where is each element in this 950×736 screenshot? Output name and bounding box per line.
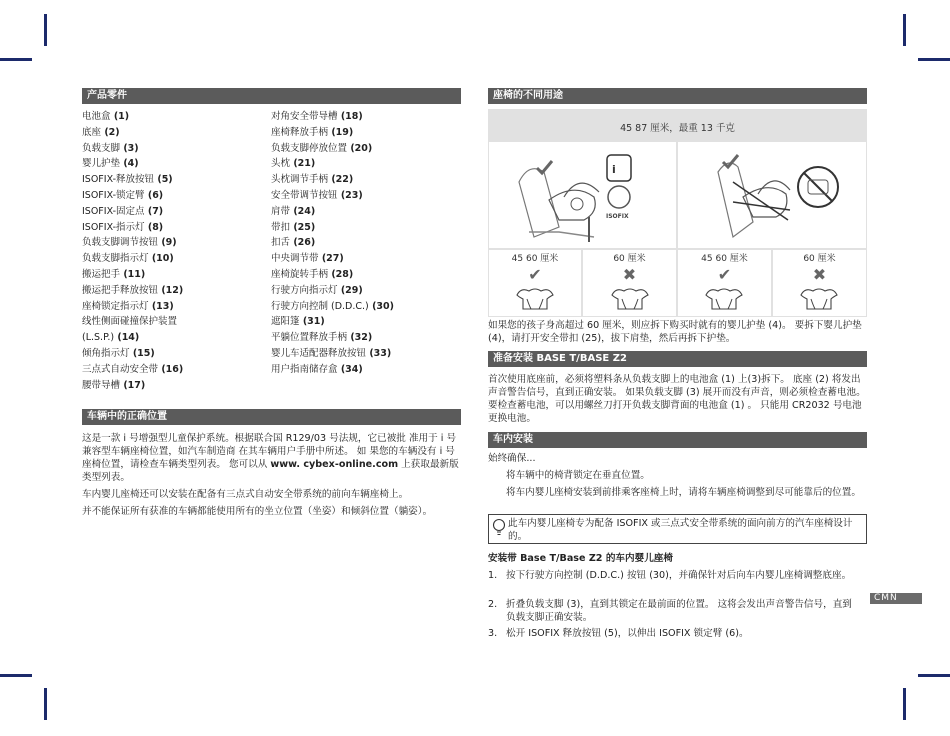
usage-table: [488, 109, 867, 317]
part-item: ISOFIX-释放按钮 (5): [82, 174, 173, 186]
install-intro: 始终确保...: [488, 453, 536, 464]
part-item: 座椅释放手柄 (19): [271, 126, 354, 138]
part-item: 扣舌 (26): [271, 237, 316, 249]
usage-note: 如果您的孩子身高超过 60 厘米，则应拆下购买时就有的婴儿护垫 (4)。 要拆下婴儿护垫 (4)，请打开安全带扣 (25)，拔下肩垫，然后再拆下护垫。: [488, 320, 862, 344]
part-item: 倾角指示灯 (15): [82, 347, 155, 359]
crop-mark: [903, 14, 906, 46]
part-item: 婴儿车适配器释放按钮 (33): [271, 347, 392, 359]
section-title-parts: 产品零件: [82, 88, 461, 104]
infant-insert-icon: [702, 285, 746, 311]
check-icon: ✔: [717, 265, 732, 284]
tip-text: 此车内婴儿座椅专为配备 ISOFIX 或三点式安全带系统的面向前方的汽车座椅设计的。: [508, 518, 853, 542]
part-item: 搬运把手释放按钮 (12): [82, 284, 184, 296]
crop-mark: [44, 688, 47, 720]
image-cell-belt: [678, 142, 866, 248]
cross-icon: ✖: [622, 265, 637, 284]
language-tab: CMN: [870, 593, 922, 604]
install-subtitle: 安装带 Base T/Base Z2 的车内婴儿座椅: [488, 553, 673, 564]
website-link[interactable]: www. cybex-online.com: [270, 459, 399, 470]
position-text: [82, 432, 460, 522]
part-item: 底座 (2): [82, 126, 120, 138]
part-item: ISOFIX-指示灯 (8): [82, 221, 164, 233]
part-item: 用户指南储存盒 (34): [271, 363, 363, 375]
part-item: 对角安全带导槽 (18): [271, 111, 363, 122]
section-title-prep: 准备安装 BASE T/BASE Z2: [488, 351, 867, 367]
part-item: 线性侧面碰撞保护装置: [82, 316, 178, 328]
part-item: ISOFIX-固定点 (7): [82, 205, 164, 217]
crop-mark: [918, 674, 950, 677]
isofix-label: ISOFIX: [606, 213, 629, 220]
infant-seat-isofix-illustration: [489, 142, 676, 248]
section-title-install: 车内安装: [488, 432, 867, 448]
step-number: 1.: [488, 570, 498, 581]
lightbulb-icon: [492, 518, 506, 536]
section-title-usage: 座椅的不同用途: [488, 88, 867, 104]
part-item: 负载支脚停放位置 (20): [271, 142, 373, 154]
step-text: 松开 ISOFIX 释放按钮 (5)，以伸出 ISOFIX 锁定臂 (6)。: [506, 628, 749, 639]
part-item: 带扣 (25): [271, 221, 316, 233]
position-paragraph: 并不能保证所有获准的车辆都能使用所有的坐立位置（坐姿）和倾斜位置（躺姿）。: [82, 506, 433, 517]
svg-text:i: i: [612, 163, 616, 176]
usage-header: 45 87 厘米，最重 13 千克: [620, 123, 735, 134]
part-item: 负载支脚指示灯 (10): [82, 253, 174, 265]
install-bullet: 将车辆中的椅背锁定在垂直位置。: [506, 470, 650, 481]
part-item: 负载支脚 (3): [82, 142, 139, 154]
image-cell-isofix: [489, 142, 676, 248]
crop-mark: [0, 674, 32, 677]
infant-insert-icon: [797, 285, 841, 311]
part-item: 搬运把手 (11): [82, 268, 146, 280]
part-item: (L.S.P.) (14): [82, 332, 140, 344]
part-item: 行驶方向指示灯 (29): [271, 284, 363, 296]
install-bullet: 将车内婴儿座椅安装到前排乘客座椅上时，请将车辆座椅调整到尽可能靠后的位置。: [506, 487, 861, 498]
step-number: 3.: [488, 628, 498, 639]
part-item: 电池盒 (1): [82, 111, 130, 122]
part-item: 行驶方向控制 (D.D.C.) (30): [271, 300, 394, 312]
part-item: 安全带调节按钮 (23): [271, 189, 363, 201]
position-paragraph: 车内婴儿座椅还可以安装在配备有三点式自动安全带系统的前向车辆座椅上。: [82, 489, 409, 500]
part-item: 肩带 (24): [271, 205, 316, 217]
crop-mark: [903, 688, 906, 720]
step-text: 折叠负载支脚 (3)，直到其锁定在最前面的位置。 这将会发出声音警告信号，直到负载支脚正确安装。: [506, 599, 852, 623]
part-item: 婴儿护垫 (4): [82, 158, 139, 170]
part-item: 负载支脚调节按钮 (9): [82, 237, 177, 249]
infant-seat-belt-illustration: [678, 142, 866, 248]
check-icon: ✔: [528, 265, 542, 284]
part-item: 中央调节带 (27): [271, 253, 344, 265]
part-item: ISOFIX-锁定臂 (6): [82, 189, 164, 201]
part-item: 遮阳篷 (31): [271, 316, 325, 328]
crop-mark: [0, 58, 32, 61]
cross-icon: ✖: [812, 265, 827, 284]
part-item: 头枕调节手柄 (22): [271, 174, 354, 186]
tip-box: [488, 514, 867, 544]
infant-insert-icon: [608, 285, 652, 311]
part-item: 头枕 (21): [271, 158, 316, 170]
mode-label: 45 60 厘米: [511, 254, 559, 264]
section-title-position: 车辆中的正确位置: [82, 409, 461, 425]
part-item: 腰带导槽 (17): [82, 379, 146, 391]
step-text: 按下行驶方向控制 (D.D.C.) 按钮 (30)，并确保针对后向车内婴儿座椅调整底座。: [506, 570, 852, 581]
parts-list-col1: [82, 109, 267, 393]
part-item: 座椅锁定指示灯 (13): [82, 300, 174, 312]
mode-label: 45 60 厘米: [701, 254, 748, 264]
mode-label: 60 厘米: [613, 254, 646, 264]
crop-mark: [918, 58, 950, 61]
part-item: 三点式自动安全带 (16): [82, 363, 184, 375]
position-paragraph: 这是一款 i 号增强型儿童保护系统。根据联合国 R129/03 号法规，它已被批 准用于 i 号兼容型车辆座椅位置，如汽车制造商 在其车辆用户手册中所述。 如 果您的车辆没有 i 号座椅位置，请检查车辆类型列表。 您可以从 www. cybex-online.com 上获取最新版类型列表。: [82, 433, 459, 483]
crop-mark: [44, 14, 47, 46]
infant-insert-icon: [513, 285, 557, 311]
step-number: 2.: [488, 599, 498, 610]
parts-list-col2: [271, 109, 461, 378]
part-item: 平躺位置释放手柄 (32): [271, 332, 373, 344]
mode-label: 60 厘米: [803, 254, 836, 264]
part-item: 座椅旋转手柄 (28): [271, 268, 354, 280]
prep-text: 首次使用底座前，必须将塑料条从负载支脚上的电池盒 (1) 上(3)拆下。 底座 (2) 将发出声音警告信号，直到正确安装。 如果负载支脚 (3) 展开而没有声音，则必须检查蓄电池。 要检查蓄电池，可以用螺丝刀打开负载支脚背面的电池盒 (1) 。 只能用 CR2032 号电池更换电池。: [488, 374, 866, 424]
